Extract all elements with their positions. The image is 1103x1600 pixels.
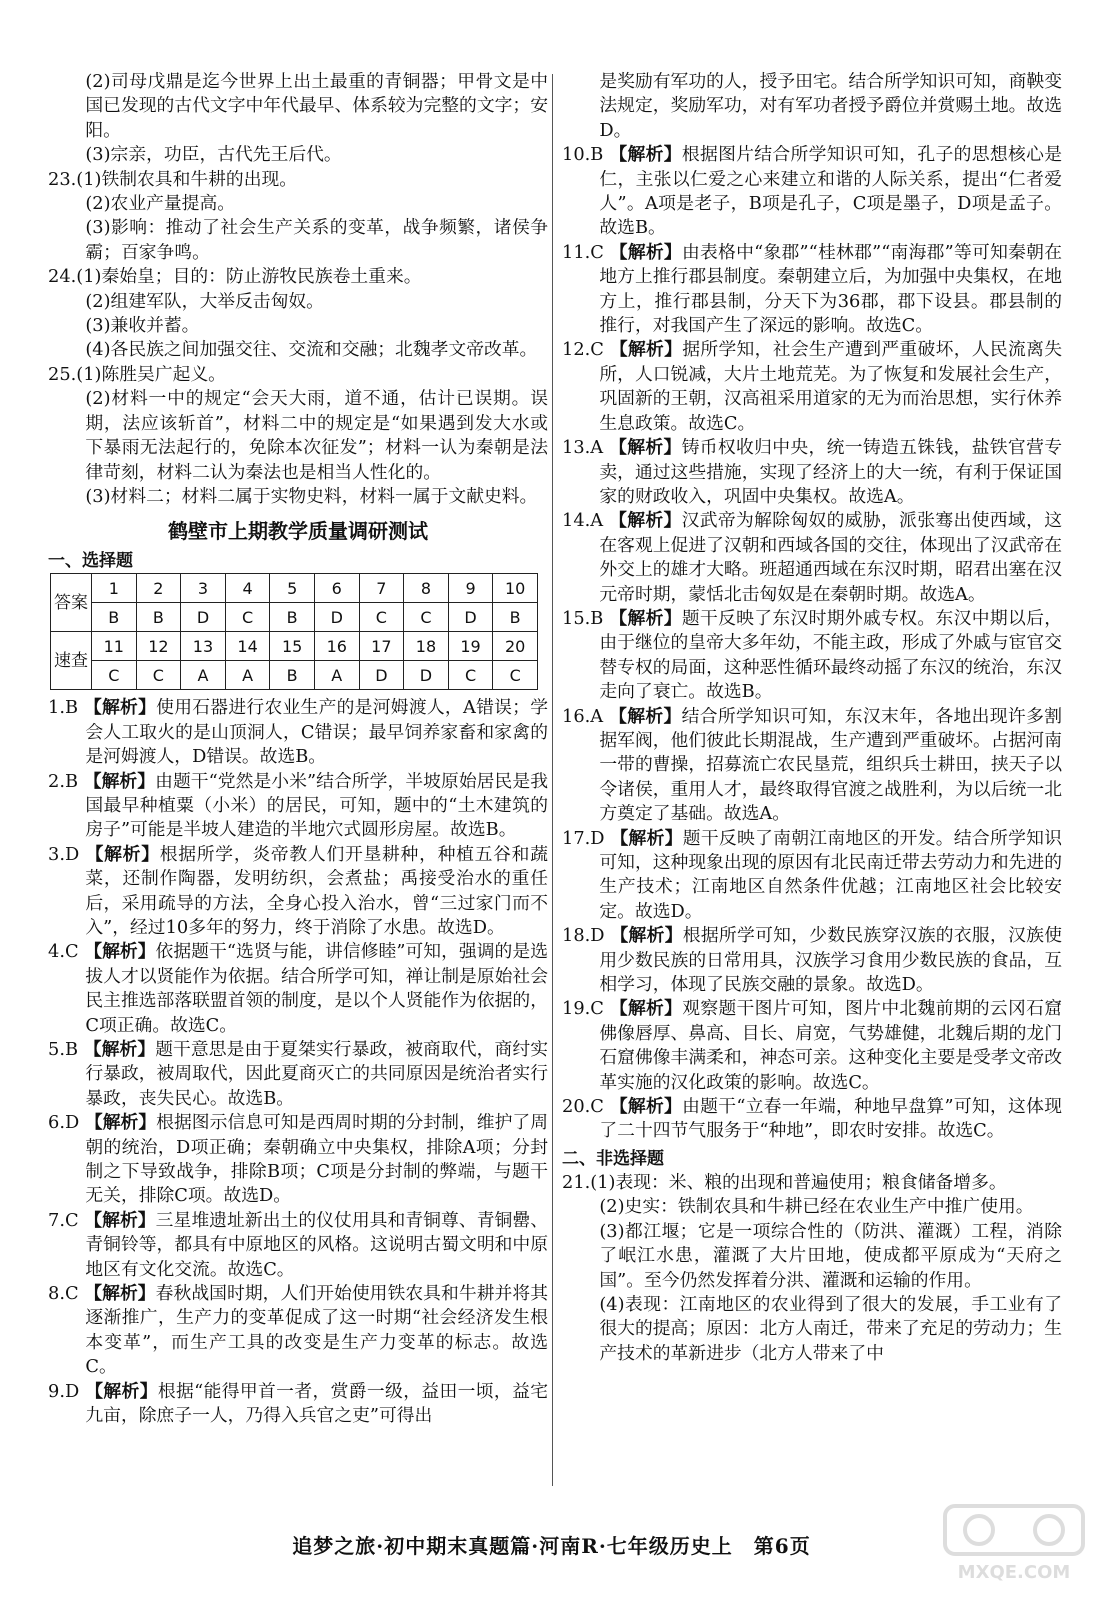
question-number: 15.B xyxy=(562,607,610,629)
explanation-item xyxy=(562,436,1062,509)
analysis-tag: 【解析】 xyxy=(609,998,683,1020)
answer-line: 25.(1)陈胜吴广起义。 xyxy=(48,363,226,385)
analysis-tag: 【解析】 xyxy=(609,607,682,629)
explanation-item xyxy=(562,143,1062,241)
analysis-tag: 【解析】 xyxy=(84,1283,156,1305)
question-number-cell: 7 xyxy=(359,574,404,603)
analysis-text: 据所学知，社会生产遭到严重破坏，人民流离失所，人口锐减，大片土地荒芜。为了恢复和发展社会生产，巩固新的王朝，汉高祖采用道家的无为而治思想，实行休养生息政策。故选C。 xyxy=(599,339,1062,434)
explanation-item xyxy=(562,924,1062,997)
analysis-text: 题干反映了南朝江南地区的开发。结合所学知识可知，这种现象出现的原因有北民南迁带去劳动力和先进的生产技术；江南地区自然条件优越；江南地区社会比较安定。故选D。 xyxy=(599,827,1062,922)
question-number-cell: 15 xyxy=(270,632,315,661)
right-column xyxy=(562,70,1062,1366)
section-heading-nonchoice: 二、非选择题 xyxy=(562,1148,664,1169)
question-number: 19.C xyxy=(562,998,610,1020)
analysis-text: 三星堆遗址新出土的仪仗用具和青铜尊、青铜罍、青铜铃等，都具有中原地区的风格。这说明古蜀文明和中原地区有文化交流。故选C。 xyxy=(85,1209,548,1280)
answer-table xyxy=(50,573,538,690)
answer-line: (4)表现：江南地区的农业得到了很大的发展，手工业有了很大的提高；原因：北方人南迁，带来了充足的劳动力；生产技术的革新进步（北方人带来了中 xyxy=(599,1293,1062,1364)
question-number-cell: 8 xyxy=(404,574,449,603)
analysis-text: 使用石器进行农业生产的是河姆渡人，A错误；学会人工取火的是山顶洞人，C错误；最早饲养家畜和家禽的是河姆渡人，D错误。故选B。 xyxy=(85,697,548,768)
analysis-tag: 【解析】 xyxy=(609,1096,683,1118)
explanation-item xyxy=(562,607,1062,705)
answer-cell: C xyxy=(404,603,449,632)
analysis-text: 根据所学可知，少数民族穿汉族的衣服，汉族使用少数民族的日常用具，汉族学习食用少数民族的食品，互相学习，体现了民族交融的景象。故选D。 xyxy=(599,925,1062,996)
question-number-cell: 2 xyxy=(136,574,181,603)
left-column xyxy=(48,70,548,1429)
left-top-answers xyxy=(48,70,548,509)
analysis-tag: 【解析】 xyxy=(83,697,157,719)
analysis-text: 由题干“立春一年端，种地早盘算”可知，这体现了二十四节气服务于“种地”，即农时安排。故选C。 xyxy=(599,1096,1062,1142)
question-number: 2.B xyxy=(48,770,84,792)
analysis-tag: 【解析】 xyxy=(83,770,156,792)
explanation-item xyxy=(562,827,1062,925)
analysis-tag: 【解析】 xyxy=(609,241,682,263)
explanation-item xyxy=(48,940,548,1038)
answer-cell: D xyxy=(404,661,449,690)
question-number-cell: 10 xyxy=(493,574,538,603)
question-number: 12.C xyxy=(562,339,610,361)
question-number-cell: 4 xyxy=(225,574,270,603)
analysis-tag: 【解析】 xyxy=(610,925,683,947)
answer-line: (2)材料一中的规定“会天大雨，道不通，估计已误期。误期，法应该斩首”，材料二中的规定是“如果遇到发大水或下暴雨无法起行的，免除本次征发”；材料一认为秦朝是法律苛刻，材料二认为秦法也是相当人性化的。 xyxy=(85,388,548,483)
answer-line: (2)组建军队，大举反击匈奴。 xyxy=(85,290,324,312)
question-number-cell: 20 xyxy=(493,632,538,661)
question-number: 11.C xyxy=(562,241,610,263)
answer-line: (3)材料二；材料二属于实物史料，材料一属于文献史料。 xyxy=(85,485,538,507)
answer-line: (2)史实：铁制农具和牛耕已经在农业生产中推广使用。 xyxy=(599,1196,1034,1218)
answer-line: 24.(1)秦始皇；目的：防止游牧民族卷土重来。 xyxy=(48,266,422,288)
analysis-tag: 【解析】 xyxy=(84,941,156,963)
explanation-item xyxy=(48,1282,548,1380)
exam-title: 鹤壁市上期教学质量调研测试 xyxy=(168,519,428,544)
answer-cell: C xyxy=(225,603,270,632)
analysis-text: 根据“能得甲首一者，赏爵一级，益田一顷，益宅九亩，除庶子一人，乃得入兵官之吏”可得出 xyxy=(85,1380,549,1427)
analysis-text: 铸币权收归中央，统一铸造五铢钱，盐铁官营专卖，通过这些措施，实现了经济上的大一统，有利于保证国家的财政收入，巩固中央集权。故选A。 xyxy=(599,437,1062,507)
analysis-text: 由表格中“象郡”“桂林郡”“南海郡”等可知秦朝在地方上推行郡县制度。秦朝建立后，为加强中央集权，在地方上，推行郡县制，分天下为36郡，郡下设县。郡县制的推行，对我国产生了深远的影响。故选C。 xyxy=(599,241,1062,337)
analysis-text: 结合所学知识可知，东汉末年，各地出现许多割据军阀，他们彼此长期混战，生产遭到严重破坏。占据河南一带的曹操，招募流亡农民垦荒，组织兵士耕田，挟天子以令诸侯，重用人才，最终取得官渡之战胜利，为以后统一北方奠定了基础。故选A。 xyxy=(599,705,1062,825)
left-explanations xyxy=(48,696,548,1428)
analysis-text: 根据图示信息可知是西周时期的分封制，维护了周朝的统治，D项正确；秦朝确立中央集权，排除A项；分封制之下导致战争，排除B项；C项是分封制的弊端，与题干无关，排除C项。故选D。 xyxy=(85,1112,548,1207)
question-number-cell: 5 xyxy=(270,574,315,603)
answer-line: (2)司母戊鼎是迄今世界上出土最重的青铜器；甲骨文是中国已发现的古代文字中年代最早、体系较为完整的文字；安阳。 xyxy=(85,71,548,141)
analysis-text: 春秋战国时期，人们开始使用铁农具和牛耕并将其逐渐推广，生产力的变革促成了这一时期“社会经济发生根本变革”，而生产工具的改变是生产力变革的标志。故选C。 xyxy=(85,1283,548,1378)
question-number-cell: 9 xyxy=(448,574,493,603)
explanation-item xyxy=(48,696,548,769)
question-number-cell: 19 xyxy=(448,632,493,661)
analysis-text: 由题干“党然是小米”结合所学，半坡原始居民是我国最早种植粟（小米）的居民，可知，题中的“土木建筑的房子”可能是半坡人建造的半地穴式圆形房屋。故选B。 xyxy=(85,770,548,841)
explanation-item xyxy=(48,843,548,941)
explanation-item xyxy=(562,509,1062,607)
answer-cell: B xyxy=(136,603,181,632)
answer-cell: B xyxy=(493,603,538,632)
question-number: 3.D xyxy=(48,843,86,865)
explanation-item xyxy=(48,1209,548,1282)
answer-cell: B xyxy=(270,603,315,632)
analysis-tag: 【解析】 xyxy=(83,1039,156,1060)
question-number: 18.D xyxy=(562,925,611,947)
question-number-cell: 12 xyxy=(136,632,181,661)
explanation-item xyxy=(48,770,548,843)
analysis-text: 根据所学，炎帝教人们开垦耕种，种植五谷和蔬菜，还制作陶器，发明纺织，会煮盐；禹接受治水的重任后，采用疏导的方法，全身心投入治水，曾“三过家门而不入”，经过10多年的努力，终于消除了水患。故选D。 xyxy=(85,843,548,938)
answer-line: 23.(1)铁制农具和牛耕的出现。 xyxy=(48,168,298,190)
answer-line: (3)影响：推动了社会生产关系的变革，战争频繁，诸侯争霸；百家争鸣。 xyxy=(85,217,548,263)
answer-line: (3)宗亲，功臣，古代先王后代。 xyxy=(85,144,342,166)
answer-cell: A xyxy=(225,661,270,690)
question-number: 20.C xyxy=(562,1096,610,1118)
continued-paragraph: 是奖励有军功的人，授予田宅。结合所学知识可知，商鞅变法规定，奖励军功，对有军功者授予爵位并赏赐土地。故选D。 xyxy=(599,71,1062,141)
explanation-item xyxy=(48,1111,548,1209)
analysis-tag: 【解析】 xyxy=(84,1112,157,1134)
analysis-tag: 【解析】 xyxy=(85,1380,158,1402)
question-number: 14.A xyxy=(562,510,610,532)
answer-line: (3)兼收并蓄。 xyxy=(85,315,200,337)
analysis-tag: 【解析】 xyxy=(609,705,682,727)
explanation-item xyxy=(562,241,1062,339)
analysis-text: 依据题干“选贤与能，讲信修睦”可知，强调的是选拔人才以贤能作为依据。结合所学可知，禅让制是原始社会民主推选部落联盟首领的制度，是以个人贤能作为依据的，C项正确。故选C。 xyxy=(85,941,548,1036)
table-label: 答案 xyxy=(51,574,92,632)
question-number: 8.C xyxy=(48,1283,85,1305)
question-number: 7.C xyxy=(48,1209,85,1231)
answer-cell: C xyxy=(493,661,538,690)
question-number: 1.B xyxy=(48,697,84,719)
answer-cell: A xyxy=(314,661,359,690)
question-number: 10.B xyxy=(562,144,610,166)
analysis-tag: 【解析】 xyxy=(85,843,160,865)
answer-line: (2)农业产量提高。 xyxy=(85,193,236,215)
answer-cell: C xyxy=(92,661,137,690)
analysis-text: 观察题干图片可知，图片中北魏前期的云冈石窟佛像唇厚、鼻高、目长、肩宽，气势雄健，北魏后期的龙门石窟佛像丰满柔和，神态可亲。这种变化主要是受孝文帝改革实施的汉化政策的影响。故选C。 xyxy=(599,998,1062,1093)
analysis-text: 题干反映了东汉时期外戚专权。东汉中期以后，由于继位的皇帝大多年幼，不能主政，形成了外戚与宦官交替专权的局面，这种恶性循环最终动摇了东汉的统治，东汉走向了衰亡。故选B。 xyxy=(599,607,1062,703)
question-number: 9.D xyxy=(48,1380,86,1402)
answer-line: (4)各民族之间加强交往、交流和交融；北魏孝文帝改革。 xyxy=(85,339,538,361)
explanation-item xyxy=(48,1038,548,1111)
question-number-cell: 14 xyxy=(225,632,270,661)
answer-cell: D xyxy=(181,603,226,632)
question-number: 17.D xyxy=(562,827,611,849)
answer-line: (3)都江堰；它是一项综合性的（防洪、灌溉）工程，消除了岷江水患，灌溉了大片田地，使成都平原成为“天府之国”。至今仍然发挥着分洪、灌溉和运输的作用。 xyxy=(599,1220,1062,1291)
svg-text:MXQE.COM: MXQE.COM xyxy=(957,1562,1071,1583)
answer-cell: D xyxy=(359,661,404,690)
explanation-item xyxy=(562,997,1062,1095)
right-bottom-answers xyxy=(562,1171,1062,1366)
explanation-item xyxy=(562,1095,1062,1144)
question-number: 13.A xyxy=(562,437,610,459)
answer-cell: B xyxy=(270,661,315,690)
analysis-tag: 【解析】 xyxy=(609,144,682,166)
question-number-cell: 6 xyxy=(314,574,359,603)
explanation-item xyxy=(48,1380,548,1429)
table-label: 速查 xyxy=(51,632,92,690)
explanation-item xyxy=(562,705,1062,827)
analysis-tag: 【解析】 xyxy=(610,827,683,849)
question-number-cell: 1 xyxy=(92,574,137,603)
answer-cell: D xyxy=(314,603,359,632)
question-number: 6.D xyxy=(48,1112,85,1134)
answer-cell: C xyxy=(448,661,493,690)
analysis-tag: 【解析】 xyxy=(609,339,683,361)
analysis-tag: 【解析】 xyxy=(609,437,682,459)
question-number: 16.A xyxy=(562,705,610,727)
analysis-text: 汉武帝为解除匈奴的威胁，派张骞出使西域，这在客观上促进了汉朝和西域各国的交往，体现出了汉武帝在外交上的雄才大略。班超通西域在东汉时期，昭君出塞在汉元帝时期，蒙恬北击匈奴是在秦朝时期。故选A。 xyxy=(599,510,1062,605)
answer-cell: C xyxy=(359,603,404,632)
page-footer: 追梦之旅·初中期末真题篇·河南R·七年级历史上 第6页 xyxy=(292,1534,811,1558)
question-number-cell: 11 xyxy=(92,632,137,661)
analysis-text: 题干意思是由于夏桀实行暴政，被商取代，商纣实行暴政，被周取代，因此夏商灭亡的共同原因是统治者实行暴政，丧失民心。故选B。 xyxy=(85,1039,548,1109)
section-heading-choice: 一、选择题 xyxy=(48,551,133,572)
question-number-cell: 18 xyxy=(404,632,449,661)
watermark-logo xyxy=(939,1498,1089,1588)
analysis-tag: 【解析】 xyxy=(609,510,682,532)
question-number: 5.B xyxy=(48,1039,84,1060)
answer-line: 21.(1)表现：米、粮的出现和普遍使用；粮食储备增多。 xyxy=(562,1171,1007,1193)
question-number-cell: 16 xyxy=(314,632,359,661)
analysis-text: 根据图片结合所学知识可知，孔子的思想核心是仁，主张以仁爱之心来建立和谐的人际关系，提出“仁者爱人”。A项是老子，B项是孔子，C项是墨子，D项是孟子。故选B。 xyxy=(599,144,1062,239)
question-number-cell: 17 xyxy=(359,632,404,661)
answer-cell: A xyxy=(181,661,226,690)
explanation-item xyxy=(562,338,1062,436)
answer-cell: D xyxy=(448,603,493,632)
question-number: 4.C xyxy=(48,941,85,963)
answer-cell: C xyxy=(136,661,181,690)
analysis-tag: 【解析】 xyxy=(84,1209,156,1231)
question-number-cell: 13 xyxy=(181,632,226,661)
answer-cell: B xyxy=(92,603,137,632)
question-number-cell: 3 xyxy=(181,574,226,603)
column-divider xyxy=(552,74,553,1486)
right-explanations xyxy=(562,143,1062,1144)
